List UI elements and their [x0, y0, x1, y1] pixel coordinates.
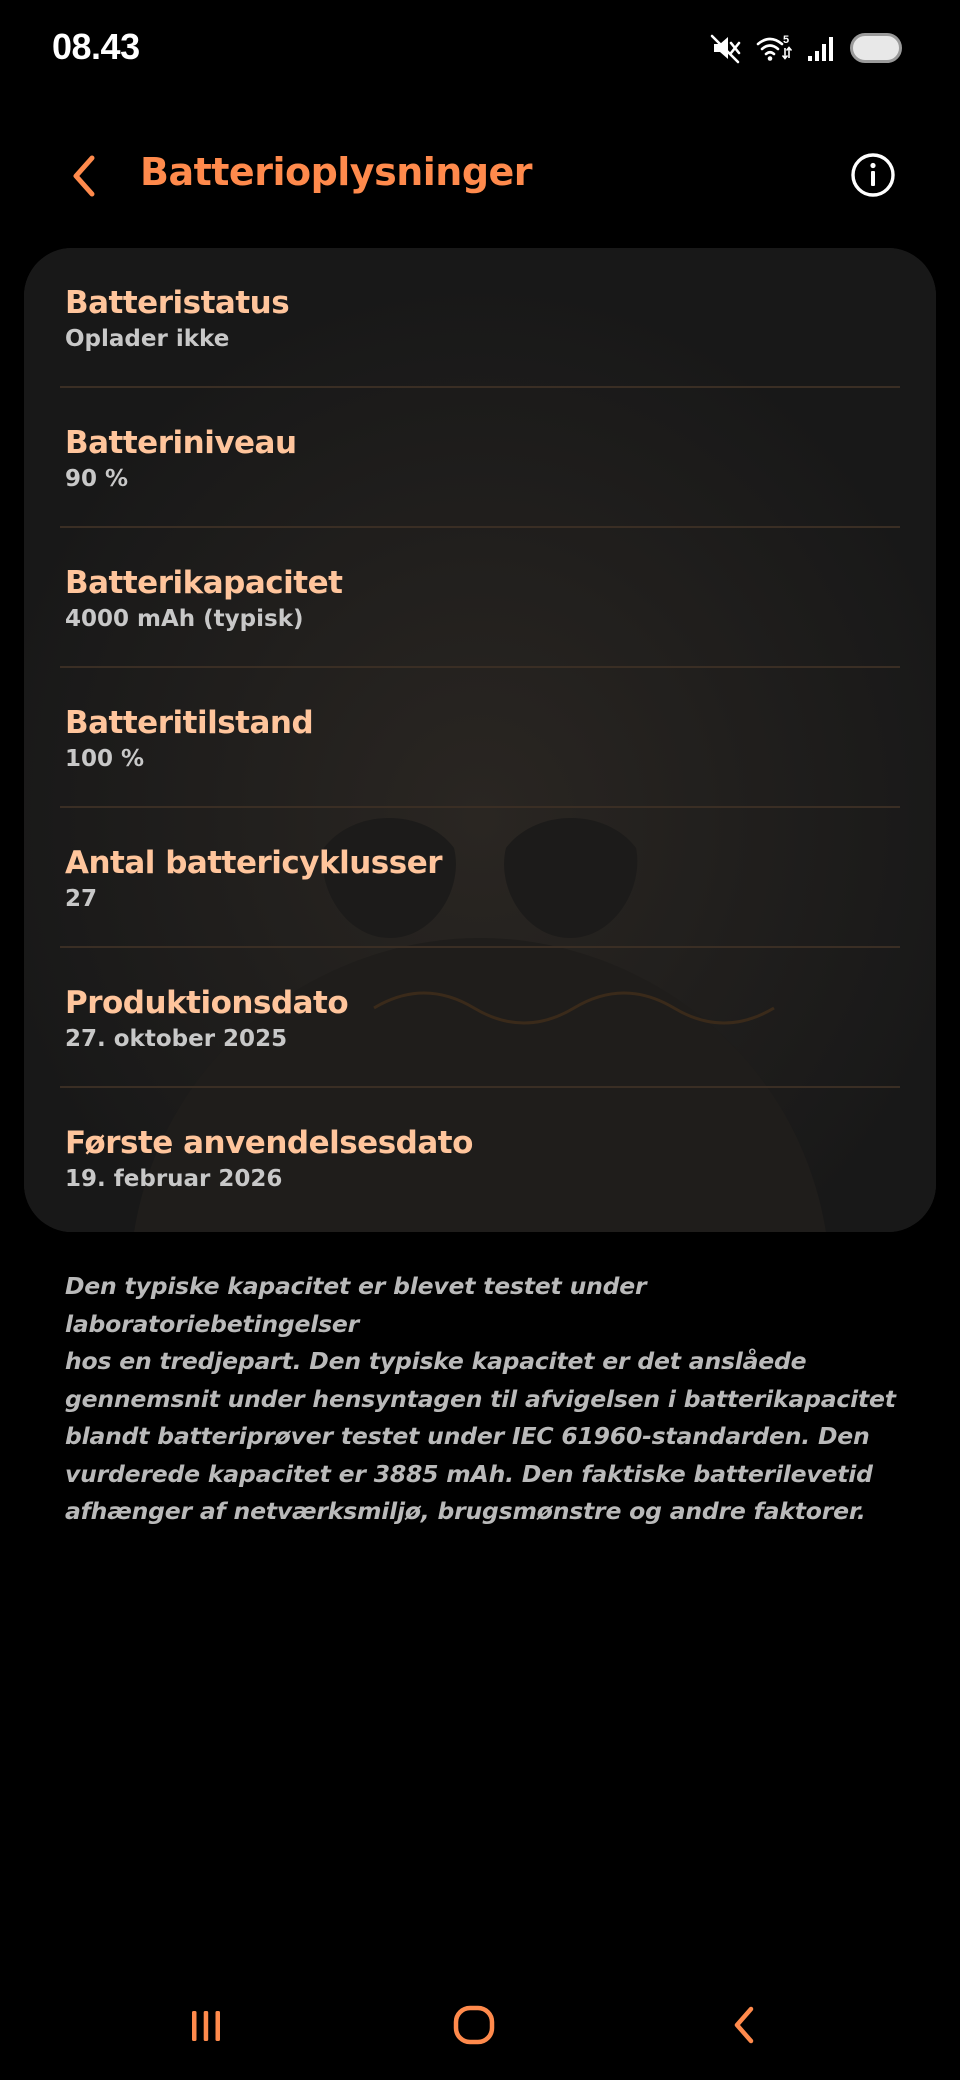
footnote-line: blandt batteriprøver testet under IEC 61960-standarden. Den — [65, 1422, 870, 1450]
row-value: 90 % — [65, 466, 129, 492]
battery-icon — [850, 33, 902, 63]
row-title: Batteristatus — [65, 285, 290, 321]
row-title: Batteriniveau — [65, 425, 297, 461]
first-use-date-row[interactable] — [24, 1088, 936, 1228]
wifi-badge: 5 — [783, 34, 790, 46]
recent-apps-icon — [186, 2005, 226, 2045]
home-icon — [452, 2003, 496, 2047]
footnote-line: gennemsnit under hensyntagen til afvigelsen i batterikapacitet — [65, 1384, 896, 1413]
battery-level-row[interactable] — [24, 388, 936, 528]
back-icon — [724, 2003, 764, 2047]
row-title: Batterikapacitet — [65, 565, 343, 601]
mute-icon — [710, 32, 742, 64]
row-value: 27 — [65, 886, 98, 912]
footnote-line: afhænger af netværksmiljø, brugsmønstre og andre faktorer. — [65, 1497, 866, 1525]
battery-info-list — [24, 248, 936, 1228]
back-button[interactable] — [60, 150, 108, 202]
status-icons — [710, 28, 902, 68]
battery-status-row[interactable] — [24, 248, 936, 388]
navigation-bar — [0, 1980, 960, 2070]
status-bar — [0, 0, 960, 96]
row-value: 100 % — [65, 746, 145, 772]
home-button[interactable] — [434, 1980, 514, 2070]
row-title: Batteritilstand — [65, 705, 314, 741]
row-value: 19. februar 2026 — [65, 1166, 283, 1192]
footnote-line: Den typiske kapacitet er blevet testet under laboratoriebetingelser — [65, 1272, 647, 1338]
footnote-line: vurderede kapacitet er 3885 mAh. Den faktiske batterilevetid — [65, 1459, 873, 1488]
row-title: Første anvendelsesdato — [65, 1125, 473, 1161]
row-value: 4000 mAh (typisk) — [65, 606, 304, 632]
row-title: Produktionsdato — [65, 985, 349, 1021]
battery-capacity-row[interactable] — [24, 528, 936, 668]
chevron-left-icon — [68, 154, 100, 198]
production-date-row[interactable] — [24, 948, 936, 1088]
row-value: Oplader ikke — [65, 326, 230, 352]
signal-icon — [806, 32, 836, 64]
row-title: Antal battericyklusser — [65, 845, 443, 881]
capacity-footnote — [65, 1268, 905, 1531]
battery-health-row[interactable] — [24, 668, 936, 808]
row-value: 27. oktober 2025 — [65, 1026, 288, 1052]
app-header — [0, 130, 960, 220]
status-time: 08.43 — [52, 26, 140, 67]
wifi-icon — [756, 32, 792, 64]
footnote-line: hos en tredjepart. Den typiske kapacitet er det anslåede — [65, 1347, 807, 1375]
page-title: Batterioplysninger — [140, 150, 533, 194]
info-icon — [848, 150, 898, 200]
recent-apps-button[interactable] — [166, 1980, 246, 2070]
battery-info-card — [24, 248, 936, 1232]
battery-cycles-row[interactable] — [24, 808, 936, 948]
system-back-button[interactable] — [704, 1980, 784, 2070]
info-button[interactable] — [848, 150, 898, 200]
